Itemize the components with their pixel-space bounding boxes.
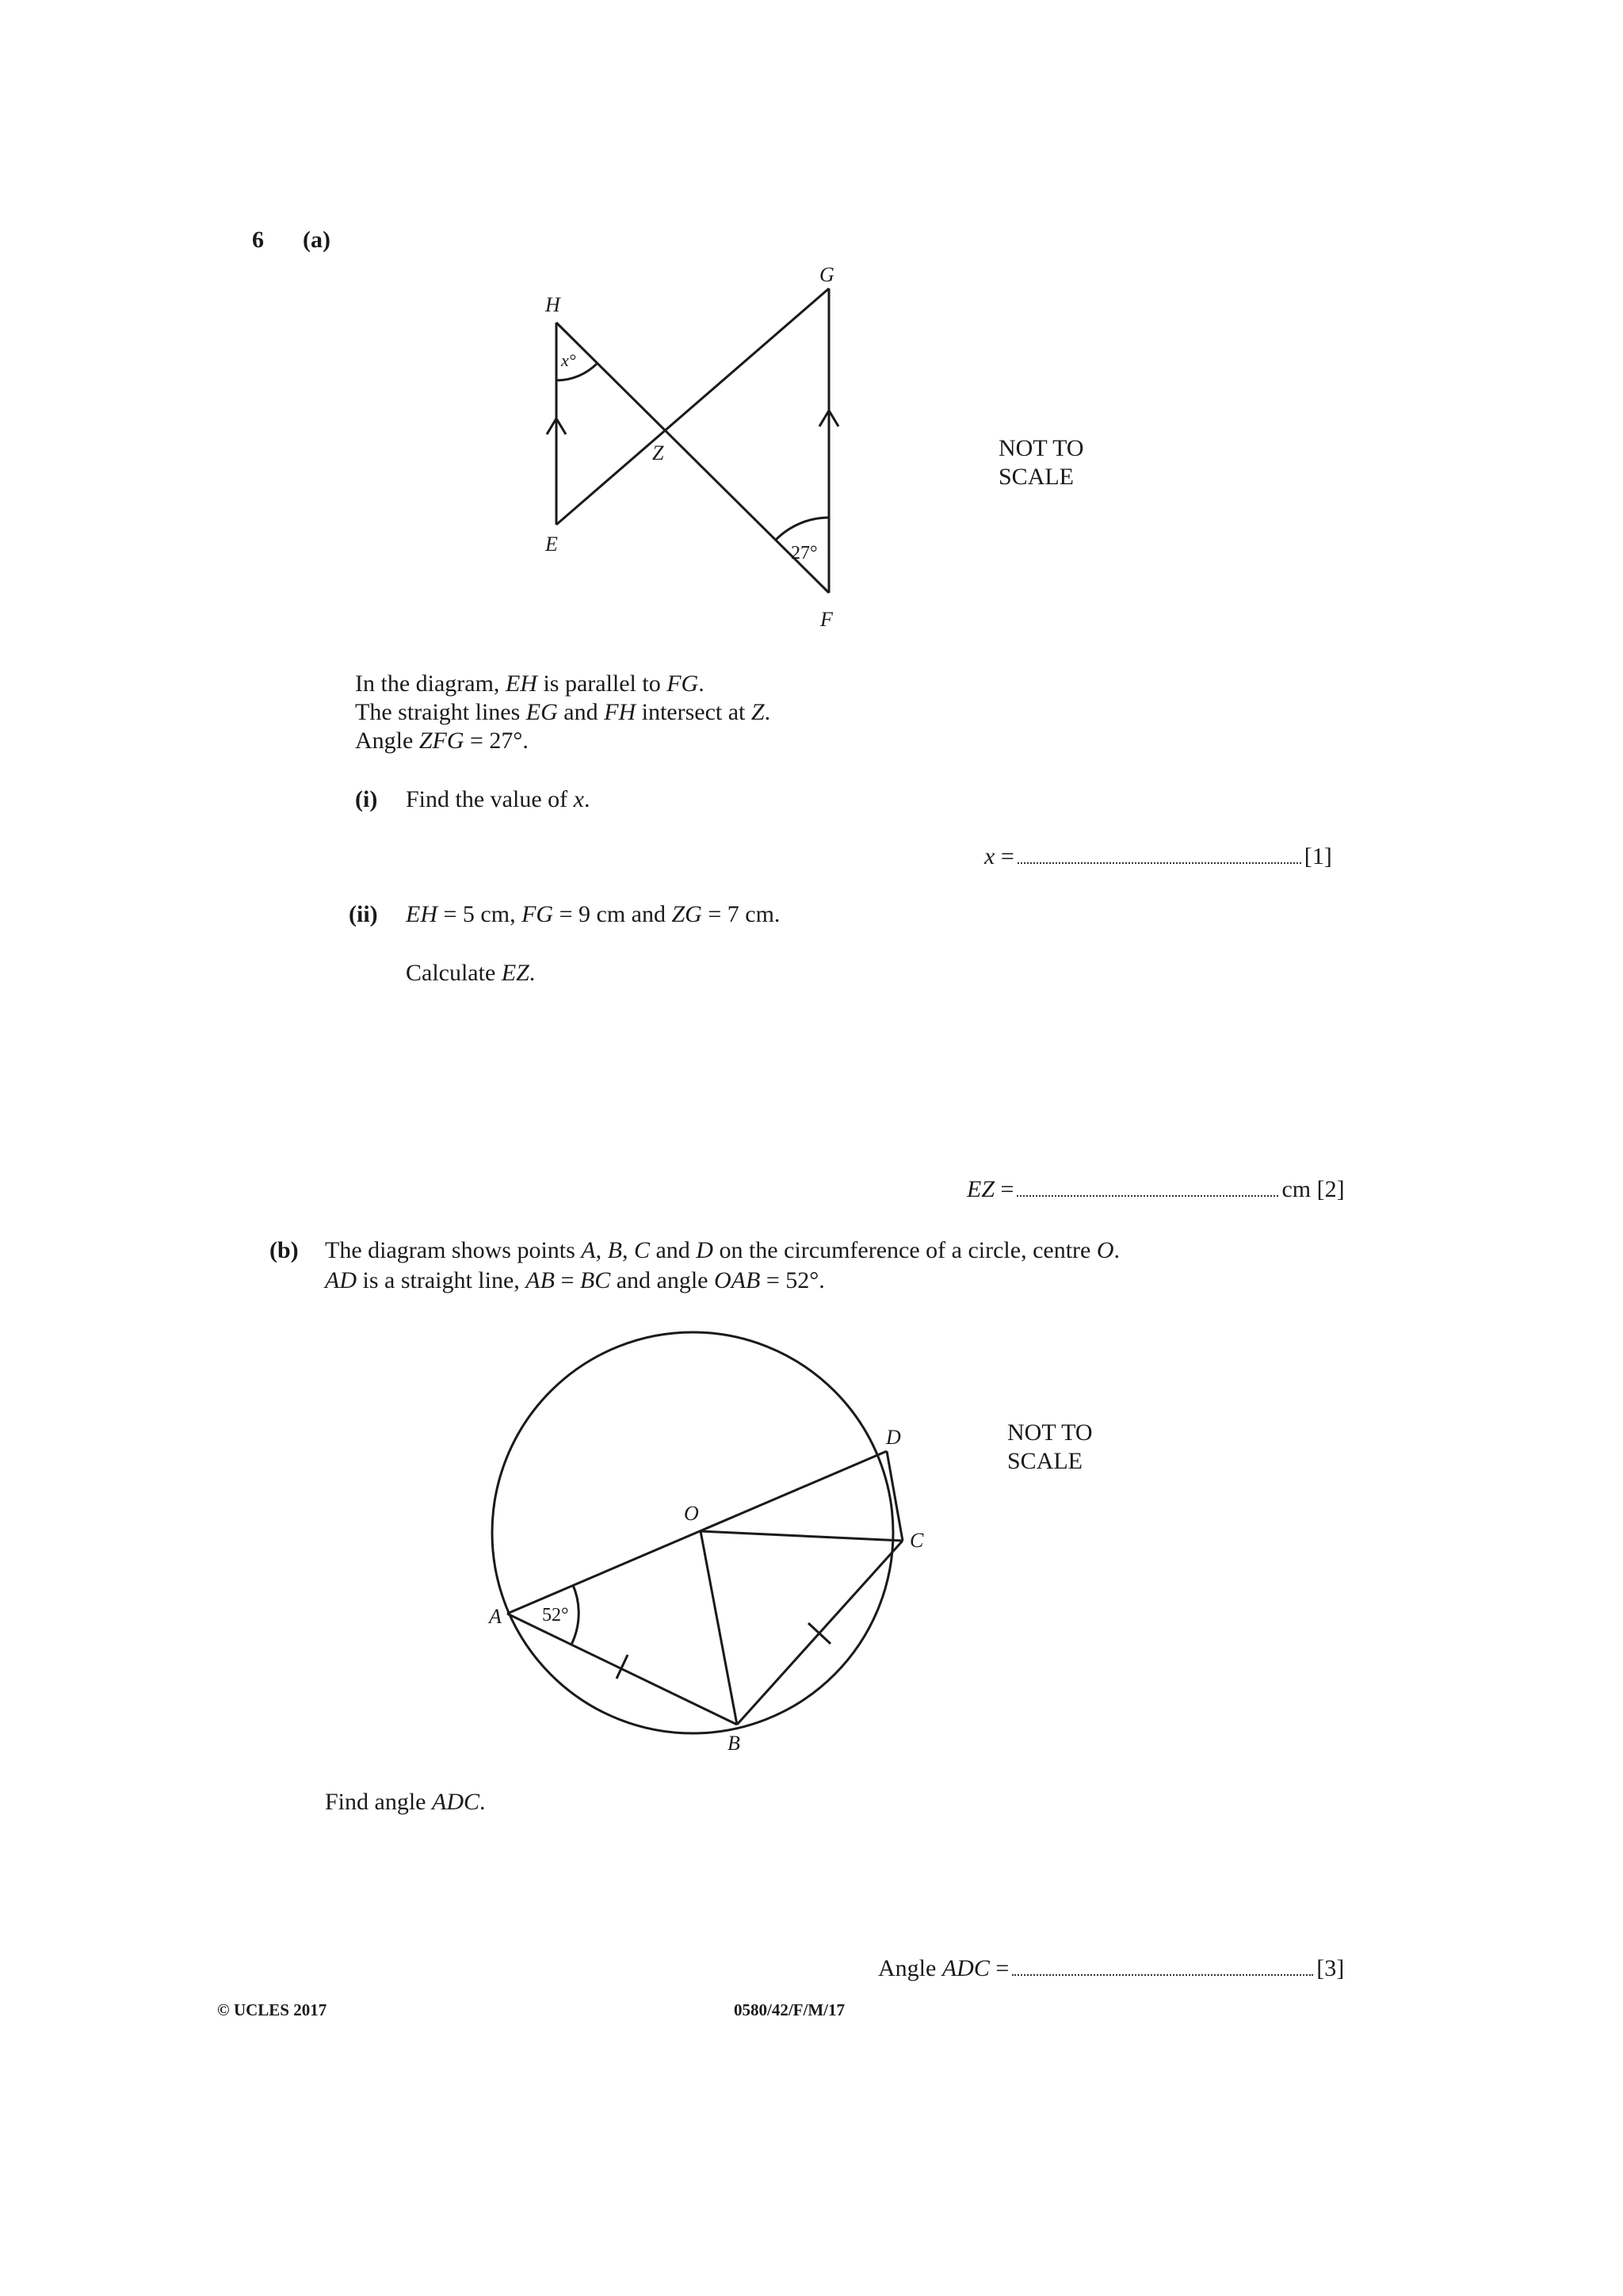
not-to-scale-a-line2: SCALE [999,464,1075,490]
segment-ob [701,1531,737,1725]
point-label-g: G [819,263,834,286]
point-label-d: D [886,1426,901,1449]
answer-line-adc[interactable]: Angle ADC = [3] [878,1955,1345,1981]
part-b-text-line2: AD is a straight line, AB = BC and angle OAB = 52°. [325,1267,825,1293]
sub-ii-label: (ii) [349,901,378,927]
point-label-z: Z [652,441,664,464]
angle-label-52: 52° [542,1605,569,1626]
angle-label-x: x° [561,350,576,370]
marks-ii: [2] [1316,1176,1345,1202]
angle-arc-f [776,518,829,540]
point-label-h: H [545,293,560,316]
angle-label-27: 27° [791,543,818,563]
sub-i-question: Find the value of x. [406,786,590,812]
footer-copyright: © UCLES 2017 [217,2000,327,2019]
not-to-scale-b-line2: SCALE [1007,1448,1083,1474]
marks-i: [1] [1304,843,1332,869]
answer-line-x[interactable]: x = [1] [984,843,1332,869]
part-a-label: (a) [303,227,330,253]
point-label-c: C [910,1529,924,1552]
question-number: 6 [252,227,264,253]
point-label-o: O [684,1502,699,1525]
marks-b: [3] [1316,1955,1345,1981]
parallel-lines-diagram [507,254,872,642]
point-label-f: F [820,608,833,631]
segment-oc [701,1531,903,1541]
part-a-text-line1: In the diagram, EH is parallel to FG. [355,670,705,697]
segment-eg [556,288,829,525]
segment-ad [507,1451,887,1614]
sub-i-label: (i) [355,786,378,812]
point-label-b: B [727,1732,740,1755]
not-to-scale-a-line1: NOT TO [999,435,1084,461]
part-b-label: (b) [269,1237,299,1263]
part-b-text-line1: The diagram shows points A, B, C and D on the circumference of a circle, centre O. [325,1237,1121,1263]
part-a-text-line2: The straight lines EG and FH intersect at Z. [355,699,771,725]
part-a-text-line3: Angle ZFG = 27°. [355,728,529,754]
circle [492,1332,893,1733]
not-to-scale-b-line1: NOT TO [1007,1419,1093,1446]
sub-ii-calculate: Calculate EZ. [406,960,536,986]
angle-arc-a [571,1585,579,1645]
answer-line-ez[interactable]: EZ = cm [2] [967,1176,1345,1202]
point-label-a: A [489,1605,502,1628]
footer-paper-code: 0580/42/F/M/17 [734,2000,845,2019]
sub-ii-question: EH = 5 cm, FG = 9 cm and ZG = 7 cm. [406,901,781,927]
part-b-question: Find angle ADC. [325,1789,486,1815]
circle-diagram [475,1316,924,1767]
point-label-e: E [545,533,558,556]
